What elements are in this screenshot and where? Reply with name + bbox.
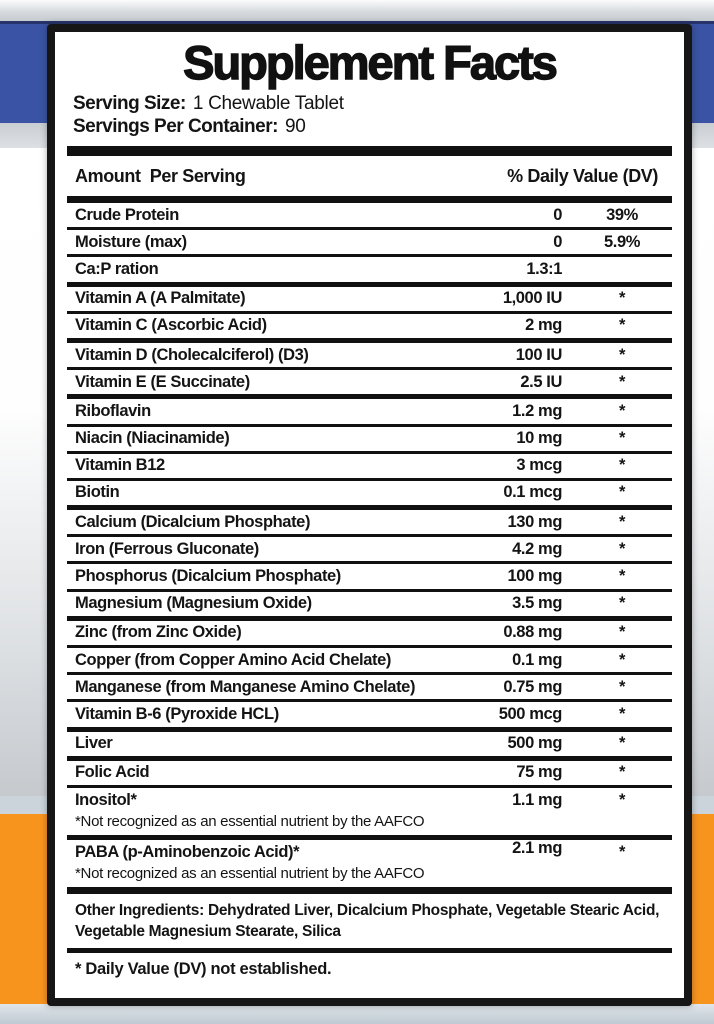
nutrient-name: Magnesium (Magnesium Oxide)	[75, 594, 312, 613]
nutrient-note: *Not recognized as an essential nutrient by the AAFCO	[75, 813, 425, 831]
top-silver-band	[0, 0, 714, 21]
bottom-gray-band	[0, 1004, 714, 1024]
nutrient-amount: 1.3:1	[526, 259, 562, 278]
table-row-main	[67, 343, 672, 367]
table-row-main	[67, 370, 672, 394]
nutrient-daily-value: *	[618, 289, 626, 308]
nutrient-daily-value: *	[618, 594, 626, 613]
table-row	[67, 645, 672, 672]
table-row-main	[67, 314, 672, 338]
nutrient-amount: 500 mcg	[498, 704, 562, 723]
table-row-main	[67, 840, 672, 864]
table-row-main	[67, 230, 672, 254]
table-row	[67, 616, 672, 645]
nutrient-daily-value: *	[618, 456, 626, 475]
nutrient-name: Moisture (max)	[75, 232, 187, 251]
servings-per-container-line	[73, 115, 684, 138]
nutrient-daily-value: *	[618, 704, 626, 723]
table-row-main	[67, 257, 672, 281]
table-row-main	[67, 399, 672, 423]
nutrient-name: Liver	[75, 734, 113, 753]
nutrient-name: Copper (from Copper Amino Acid Chelate)	[75, 650, 391, 669]
table-header-row	[67, 156, 672, 200]
table-row	[67, 451, 672, 478]
table-row	[67, 311, 672, 338]
table-row-main	[67, 788, 672, 812]
table-row	[67, 505, 672, 534]
table-row	[67, 254, 672, 281]
table-row-main	[67, 203, 672, 227]
table-row-main	[67, 427, 672, 451]
nutrition-table	[67, 146, 672, 985]
nutrient-name: Vitamin B12	[75, 456, 165, 475]
nutrient-amount: 0	[553, 205, 562, 224]
nutrient-daily-value: *	[618, 401, 626, 420]
table-row	[67, 227, 672, 254]
nutrient-name: Phosphorus (Dicalcium Phosphate)	[75, 567, 341, 586]
nutrient-daily-value: *	[618, 734, 626, 753]
nutrient-daily-value: *	[618, 623, 626, 642]
table-row-main	[67, 564, 672, 588]
nutrient-amount: 10 mg	[516, 429, 562, 448]
nutrient-name: Vitamin B-6 (Pyroxide HCL)	[75, 704, 279, 723]
nutrient-amount: 3 mcg	[516, 456, 562, 475]
table-row	[67, 785, 672, 835]
table-row	[67, 534, 672, 561]
table-row-main	[67, 621, 672, 645]
table-row	[67, 367, 672, 394]
table-row-main	[67, 675, 672, 699]
serving-info	[73, 92, 684, 138]
table-row-main	[67, 732, 672, 756]
table-row-main	[67, 510, 672, 534]
nutrient-amount: 130 mg	[507, 512, 562, 531]
nutrient-name: Iron (Ferrous Gluconate)	[75, 539, 259, 558]
nutrient-name: Folic Acid	[75, 763, 150, 782]
servings-per-container-label: Servings Per Container:	[73, 116, 278, 137]
daily-value-header: % Daily Value (DV)	[507, 165, 658, 186]
nutrient-amount: 2.1 mg	[512, 838, 562, 857]
nutrient-daily-value: *	[618, 677, 626, 696]
nutrient-name: Crude Protein	[75, 205, 179, 224]
table-row	[67, 282, 672, 311]
nutrient-amount: 1.1 mg	[512, 790, 562, 809]
nutrient-daily-value: *	[618, 512, 626, 531]
nutrient-daily-value: 5.9%	[603, 232, 640, 251]
table-row	[67, 200, 672, 227]
daily-value-footnote: * Daily Value (DV) not established.	[67, 948, 672, 985]
nutrient-name: Ca:P ration	[75, 259, 159, 278]
nutrient-name: Vitamin A (A Palmitate)	[75, 289, 246, 308]
serving-size-value: 1 Chewable Tablet	[192, 93, 344, 114]
nutrient-daily-value: *	[618, 567, 626, 586]
nutrient-daily-value: *	[618, 650, 626, 669]
table-row	[67, 338, 672, 367]
table-row-main	[67, 592, 672, 616]
table-row-main	[67, 702, 672, 726]
nutrient-daily-value: *	[618, 429, 626, 448]
table-row	[67, 589, 672, 616]
table-row-main	[67, 481, 672, 505]
other-ingredients: Other Ingredients: Dehydrated Liver, Dicalcium Phosphate, Vegetable Stearic Acid, Vegetable Magnesium Stearate, Silica	[67, 887, 672, 948]
table-row	[67, 756, 672, 785]
nutrient-amount: 2.5 IU	[520, 372, 562, 391]
supplement-facts-panel	[47, 24, 692, 1006]
nutrient-daily-value: *	[618, 539, 626, 558]
nutrient-name: Manganese (from Manganese Amino Chelate)	[75, 677, 416, 696]
nutrient-daily-value: *	[618, 345, 626, 364]
nutrient-note: *Not recognized as an essential nutrient by the AAFCO	[75, 865, 425, 883]
nutrient-name: Zinc (from Zinc Oxide)	[75, 623, 242, 642]
nutrient-amount: 0.75 mg	[503, 677, 562, 696]
table-row-main	[67, 648, 672, 672]
nutrient-amount: 75 mg	[516, 763, 562, 782]
nutrient-amount: 0.1 mg	[512, 650, 562, 669]
nutrient-amount: 1.2 mg	[512, 401, 562, 420]
table-row	[67, 672, 672, 699]
nutrient-name: Vitamin D (Cholecalciferol) (D3)	[75, 345, 309, 364]
nutrient-daily-value: *	[618, 763, 626, 782]
table-row	[67, 478, 672, 505]
table-row	[67, 561, 672, 588]
nutrient-name: Vitamin E (E Succinate)	[75, 372, 250, 391]
table-row	[67, 424, 672, 451]
servings-per-container-value: 90	[284, 116, 306, 137]
table-row-main	[67, 287, 672, 311]
nutrient-daily-value: *	[618, 316, 626, 335]
nutrient-amount: 3.5 mg	[512, 594, 562, 613]
serving-size-label: Serving Size:	[73, 93, 186, 114]
nutrient-daily-value: *	[618, 790, 626, 809]
nutrient-name: Vitamin C (Ascorbic Acid)	[75, 316, 267, 335]
nutrient-daily-value: *	[618, 842, 626, 861]
table-row	[67, 835, 672, 887]
nutrient-name: Niacin (Niacinamide)	[75, 429, 230, 448]
nutrient-amount: 1,000 IU	[502, 289, 562, 308]
table-row	[67, 394, 672, 423]
nutrient-amount: 100 mg	[507, 567, 562, 586]
table-row	[67, 727, 672, 756]
amount-per-serving-header: Amount Per Serving	[75, 165, 246, 186]
table-top-bar	[67, 146, 672, 156]
nutrient-name: Inositol*	[75, 790, 137, 809]
table-row	[67, 699, 672, 726]
nutrient-name: PABA (p-Aminobenzoic Acid)*	[75, 842, 300, 861]
nutrient-amount: 0.1 mcg	[503, 483, 562, 502]
nutrient-daily-value: 39%	[606, 205, 638, 224]
nutrient-daily-value: *	[618, 483, 626, 502]
nutrient-amount: 100 IU	[515, 345, 562, 364]
nutrient-name: Biotin	[75, 483, 120, 502]
nutrient-amount: 0.88 mg	[503, 623, 562, 642]
table-row-main	[67, 454, 672, 478]
nutrient-name: Calcium (Dicalcium Phosphate)	[75, 512, 311, 531]
nutrient-amount: 4.2 mg	[512, 539, 562, 558]
table-row-main	[67, 537, 672, 561]
panel-title: Supplement Facts	[183, 36, 556, 89]
nutrient-amount: 0	[553, 232, 562, 251]
nutrient-name: Riboflavin	[75, 401, 151, 420]
table-row-main	[67, 761, 672, 785]
nutrient-amount: 2 mg	[525, 316, 562, 335]
nutrient-amount: 500 mg	[507, 734, 562, 753]
nutrient-daily-value: *	[618, 372, 626, 391]
serving-size-line	[73, 92, 684, 115]
nutrient-rows	[67, 200, 672, 887]
